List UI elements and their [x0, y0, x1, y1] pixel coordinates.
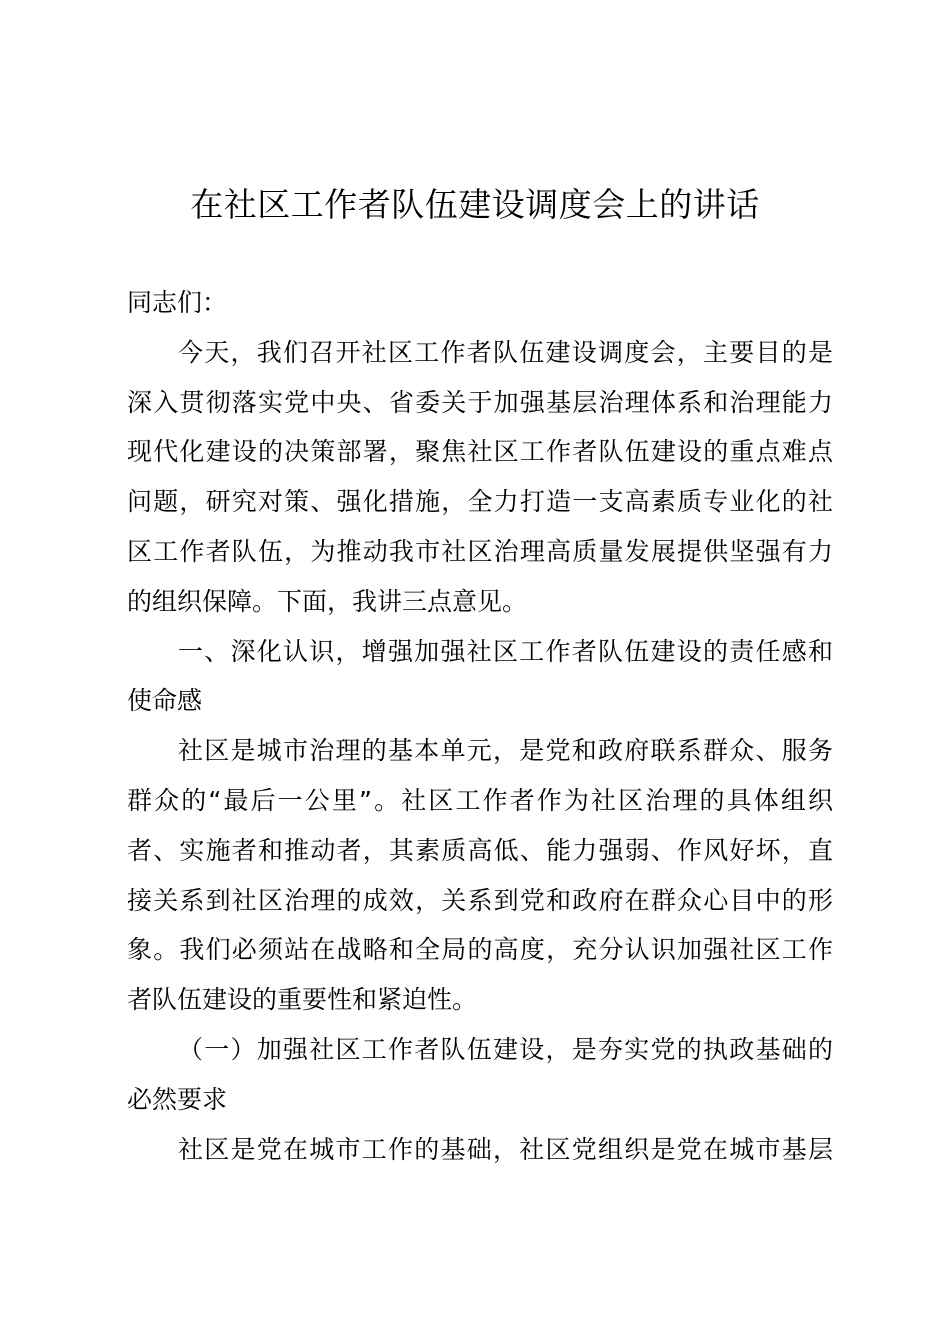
text-line: 社区是党在城市工作的基础，社区党组织是党在城市基层 — [178, 1134, 833, 1164]
document-title: 在社区工作者队伍建设调度会上的讲话 — [190, 185, 760, 224]
text-line: 现代化建设的决策部署，聚焦社区工作者队伍建设的重点难点 — [127, 437, 833, 467]
text-line: 同志们： — [127, 288, 228, 317]
text-line: 接关系到社区治理的成效，关系到党和政府在群众心目中的形 — [127, 885, 833, 915]
text-line: 的组织保障。下面，我讲三点意见。 — [127, 586, 528, 616]
text-line: （一）加强社区工作者队伍建设，是夯实党的执政基础的 — [178, 1034, 833, 1064]
text-line: 使命感 — [127, 686, 203, 716]
text-line: 者队伍建设的重要性和紧迫性。 — [127, 985, 478, 1015]
text-line: 问题，研究对策、强化措施，全力打造一支高素质专业化的社 — [127, 487, 833, 517]
text-line: 必然要求 — [127, 1084, 228, 1114]
text-line: 区工作者队伍，为推动我市社区治理高质量发展提供坚强有力 — [127, 536, 833, 566]
text-line: 群众的“最后一公里”。社区工作者作为社区治理的具体组织 — [127, 785, 833, 815]
document-body — [127, 278, 833, 1174]
text-line: 者、实施者和推动者，其素质高低、能力强弱、作风好坏，直 — [127, 835, 833, 865]
text-line: 象。我们必须站在战略和全局的高度，充分认识加强社区工作 — [127, 935, 833, 965]
text-line: 一、深化认识，增强加强社区工作者队伍建设的责任感和 — [178, 636, 833, 666]
text-line: 深入贯彻落实党中央、省委关于加强基层治理体系和治理能力 — [127, 387, 833, 417]
text-line: 今天，我们召开社区工作者队伍建设调度会，主要目的是 — [178, 337, 833, 367]
text-line: 社区是城市治理的基本单元，是党和政府联系群众、服务 — [178, 736, 833, 766]
